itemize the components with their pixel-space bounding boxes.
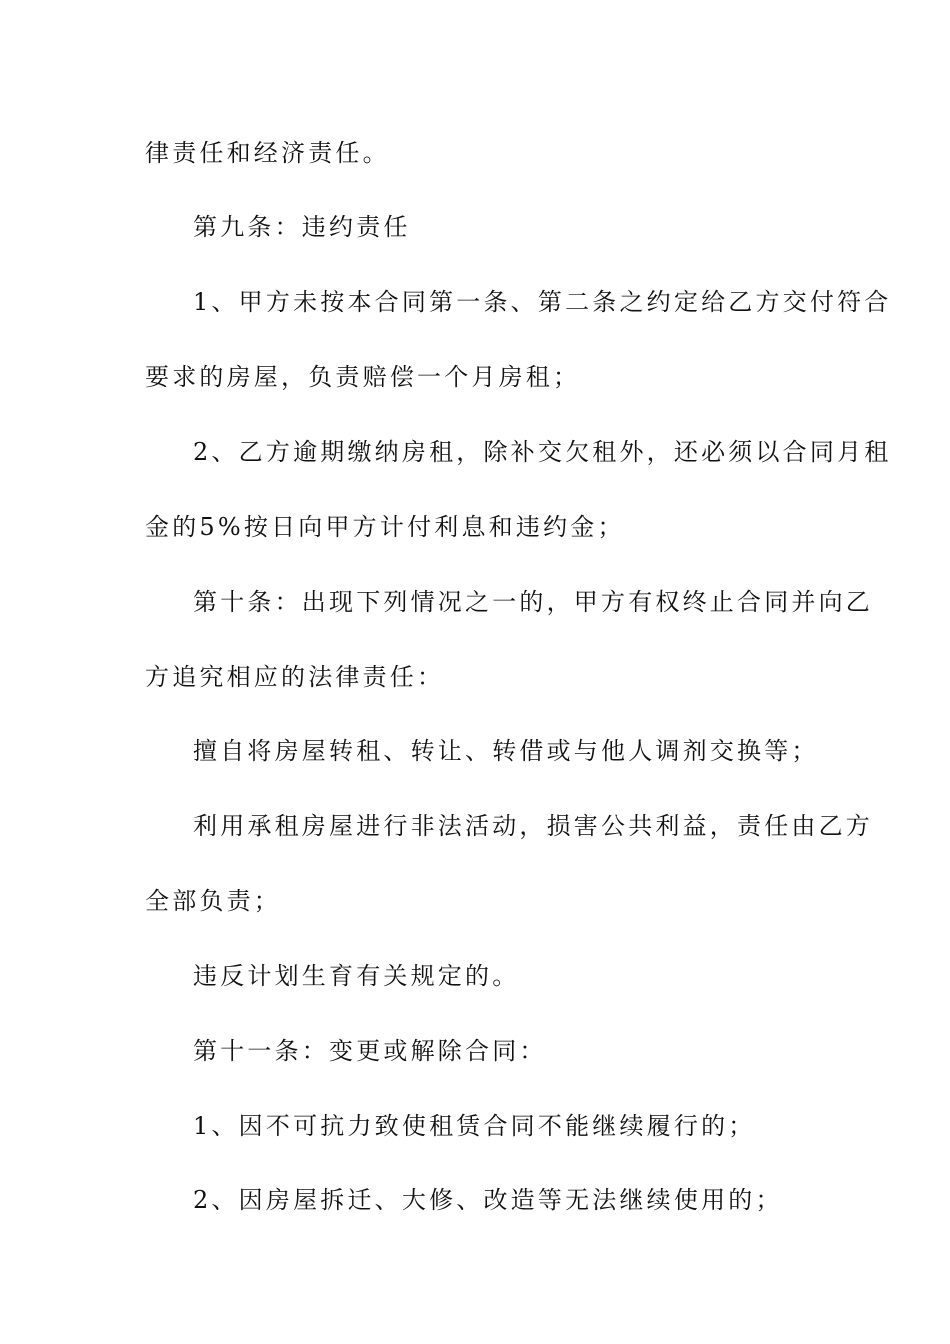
text-line: 擅自将房屋转租、转让、转借或与他人调剂交换等； — [193, 737, 819, 765]
text-line: 1、因不可抗力致使租赁合同不能继续履行的； — [193, 1112, 756, 1140]
text-line: 2、乙方逾期缴纳房租，除补交欠租外，还必须以合同月租 — [193, 438, 892, 466]
text-line: 要求的房屋，负责赔偿一个月房租； — [145, 363, 581, 391]
text-line: 违反计划生育有关规定的。 — [193, 962, 520, 990]
article-11-heading: 第十一条：变更或解除合同： — [193, 1037, 547, 1065]
text-line: 1、甲方未按本合同第一条、第二条之约定给乙方交付符合 — [193, 288, 892, 316]
text-line: 2、因房屋拆迁、大修、改造等无法继续使用的； — [193, 1186, 783, 1214]
text-line: 金的5%按日向甲方计付利息和违约金； — [145, 513, 625, 541]
article-10-heading: 第十条：出现下列情况之一的，甲方有权终止合同并向乙 — [193, 588, 873, 616]
text-line: 律责任和经济责任。 — [145, 139, 390, 167]
text-line: 全部负责； — [145, 887, 281, 915]
text-line: 利用承租房屋进行非法活动，损害公共利益，责任由乙方 — [193, 812, 873, 840]
article-9-heading: 第九条：违约责任 — [193, 213, 411, 241]
text-line: 方追究相应的法律责任： — [145, 663, 445, 691]
